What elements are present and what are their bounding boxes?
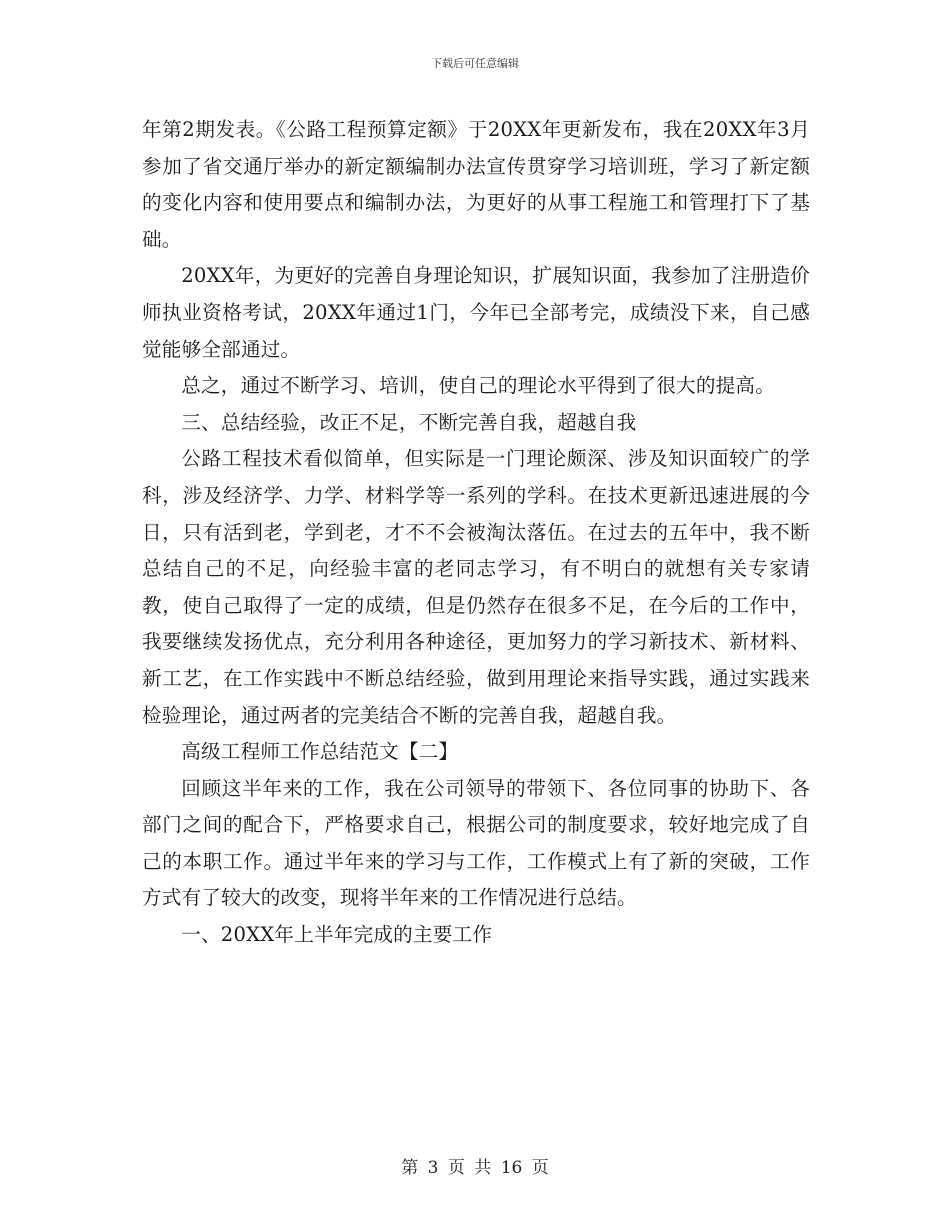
paragraph-summary-learning: 总之，通过不断学习、培训，使自己的理论水平得到了很大的提高。: [181, 374, 775, 398]
paragraph-half-year-review: 回顾这半年来的工作，我在公司领导的带领下、各位同事的协助下、各部门之间的配合下，严格要求自己，根据公司的制度要求，较好地完成了自己的本职工作。通过半年来的学习与工作，工作模式上有了新的突破，工作方式有了较大的改变，现将半年来的工作情况进行总结。: [142, 776, 810, 910]
section-heading-one: 一、20XX年上半年完成的主要工作: [181, 923, 493, 947]
paragraph-cost-engineer-exam: 20XX年，为更好的完善自身理论知识，扩展知识面，我参加了注册造价师执业资格考试，20XX年通过1门，今年已全部考完，成绩没下来，自己感觉能够全部通过。: [142, 264, 810, 361]
paragraph-experience: 公路工程技术看似简单，但实际是一门理论颇深、涉及知识面较广的学科，涉及经济学、力学、材料学等一系列的学科。在技术更新迅速进展的今日，只有活到老，学到老，才不不会被淘汰落伍。在过去的五年中，我不断总结自己的不足，向经验丰富的老同志学习，有不明白的就想有关专家请教，使自己取得了一定的成绩，但是仍然存在很多不足，在今后的工作中，我要继续发扬优点，充分利用各种途径，更加努力的学习新技术、新材料、新工艺，在工作实践中不断总结经验，做到用理论来指导实践，通过实践来检验理论，通过两者的完美结合不断的完善自我，超越自我。: [142, 447, 810, 727]
page-number-footer: 第 3 页 共 16 页: [401, 1158, 549, 1178]
essay-title-two: 高级工程师工作总结范文【二】: [181, 740, 459, 764]
page-header-note: 下载后可任意编辑: [431, 57, 519, 70]
section-heading-three: 三、总结经验，改正不足，不断完善自我，超越自我: [181, 410, 637, 434]
document-body: [142, 112, 810, 954]
paragraph-continued-publication: 年第2期发表。《公路工程预算定额》于20XX年更新发布，我在20XX年3月参加了省交通厅举办的新定额编制办法宣传贯穿学习培训班，学习了新定额的变化内容和使用要点和编制办法，为更好的从事工程施工和管理打下了基础。: [142, 118, 810, 251]
